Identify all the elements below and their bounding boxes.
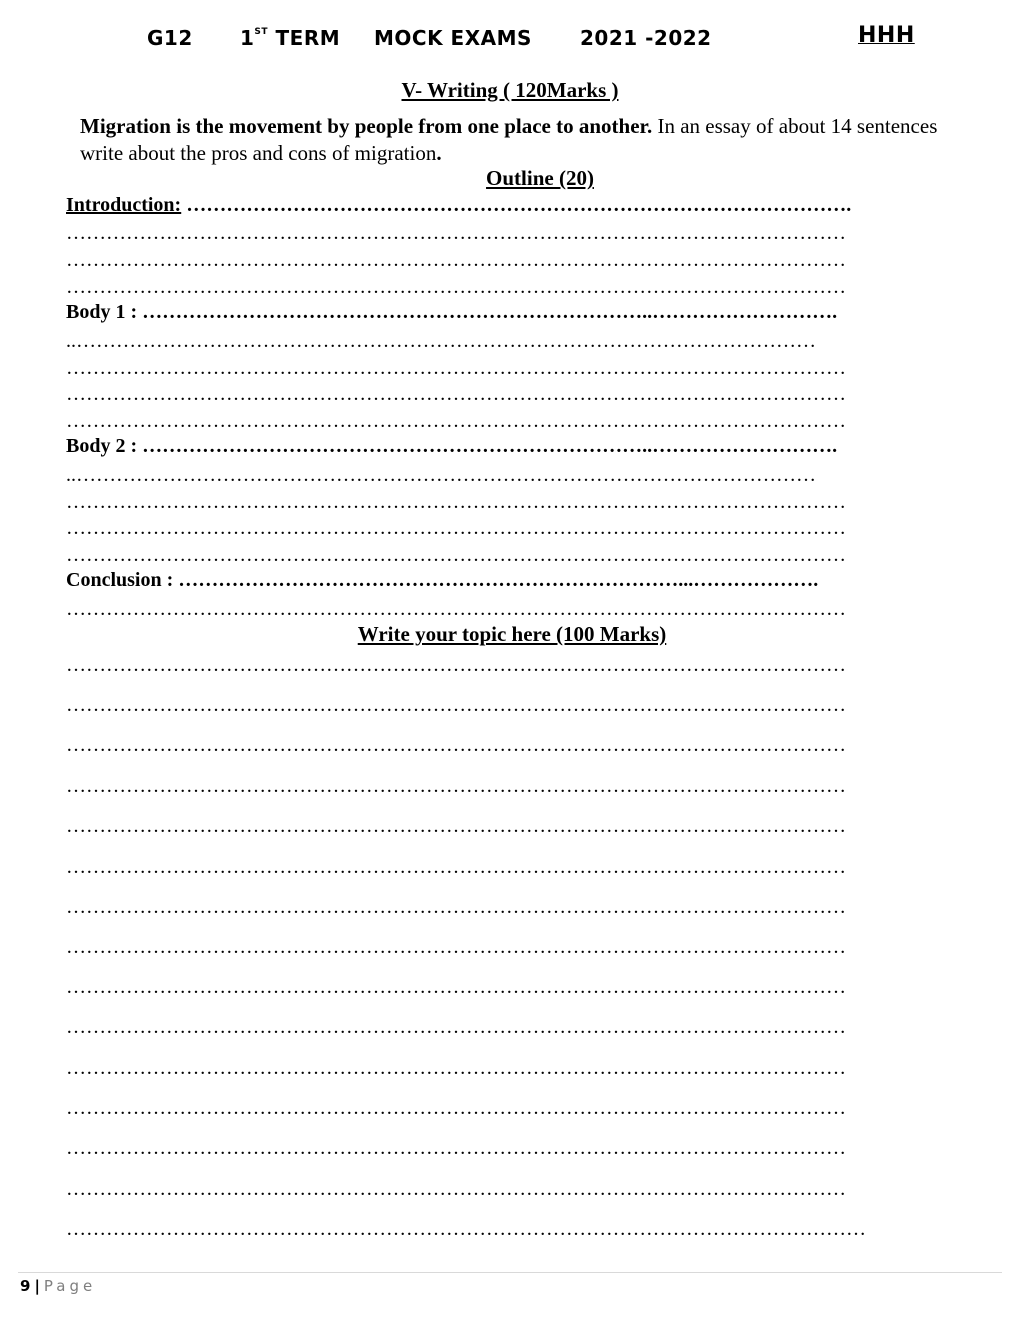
- prompt-end: .: [436, 141, 442, 165]
- answer-line[interactable]: [66, 249, 956, 275]
- footer-separator: |: [34, 1277, 40, 1295]
- dotted-line: ..…………………………………………………………………………………………………: [66, 464, 816, 486]
- answer-line: …………………………………………………………………...……………….: [178, 569, 819, 591]
- dotted-line: …………………………………………………………………………………………………………: [66, 1218, 866, 1240]
- term-number: 1: [240, 26, 255, 50]
- dotted-line: ………………………………………………………………………………………………………: [66, 1016, 846, 1038]
- grade-label: G12: [147, 26, 193, 50]
- dotted-line: ………………………………………………………………………………………………………: [66, 491, 846, 513]
- essay-line[interactable]: [66, 1137, 956, 1163]
- answer-line[interactable]: [66, 330, 956, 356]
- topic-title: Write your topic here (100 Marks): [357, 622, 667, 646]
- essay-line[interactable]: [66, 1097, 956, 1123]
- dotted-line: ………………………………………………………………………………………………………: [66, 357, 846, 379]
- dotted-line: ………………………………………………………………………………………………………: [66, 598, 846, 620]
- answer-line[interactable]: [66, 222, 956, 248]
- dotted-line: ………………………………………………………………………………………………………: [66, 517, 846, 539]
- body1-label: Body 1 :: [66, 301, 138, 323]
- answer-line[interactable]: [66, 517, 956, 543]
- essay-line[interactable]: [66, 775, 956, 801]
- dotted-line: ………………………………………………………………………………………………………: [66, 815, 846, 837]
- prompt-bold: Migration is the movement by people from one place to another.: [80, 114, 653, 138]
- answer-line[interactable]: [66, 410, 956, 436]
- answer-line[interactable]: [66, 491, 956, 517]
- answer-line: …………………………………………………………………..……………………….: [142, 301, 838, 323]
- answer-line[interactable]: [66, 357, 956, 383]
- answer-line: …………………………………………………………………..……………………….: [142, 435, 838, 457]
- dotted-line: ………………………………………………………………………………………………………: [66, 694, 846, 716]
- body2-row[interactable]: [66, 435, 956, 461]
- year-label: 2021 -2022: [580, 26, 712, 50]
- term-superscript: ST: [254, 27, 269, 37]
- essay-line[interactable]: [66, 1218, 956, 1244]
- essay-line[interactable]: [66, 976, 956, 1002]
- dotted-line: ………………………………………………………………………………………………………: [66, 276, 846, 298]
- essay-prompt: [80, 113, 960, 167]
- body2-label: Body 2 :: [66, 435, 138, 457]
- dotted-line: ………………………………………………………………………………………………………: [66, 654, 846, 676]
- introduction-row[interactable]: [66, 194, 956, 220]
- exam-header: [0, 23, 1020, 56]
- essay-line[interactable]: [66, 694, 956, 720]
- essay-line[interactable]: [66, 1057, 956, 1083]
- conclusion-label: Conclusion :: [66, 569, 174, 591]
- dotted-line: ………………………………………………………………………………………………………: [66, 410, 846, 432]
- essay-line[interactable]: [66, 1016, 956, 1042]
- exam-label: MOCK EXAMS: [374, 26, 532, 50]
- dotted-line: ..…………………………………………………………………………………………………: [66, 330, 816, 352]
- dotted-line: ………………………………………………………………………………………………………: [66, 775, 846, 797]
- essay-line[interactable]: [66, 936, 956, 962]
- dotted-line: ………………………………………………………………………………………………………: [66, 1057, 846, 1079]
- dotted-line: ………………………………………………………………………………………………………: [66, 383, 846, 405]
- dotted-line: ………………………………………………………………………………………………………: [66, 249, 846, 271]
- essay-line[interactable]: [66, 815, 956, 841]
- answer-line[interactable]: [66, 464, 956, 490]
- code-label: HHH: [858, 23, 915, 48]
- essay-line[interactable]: [66, 896, 956, 922]
- page-word: Page: [43, 1277, 97, 1295]
- dotted-line: ………………………………………………………………………………………………………: [66, 734, 846, 756]
- footer-divider: [18, 1272, 1002, 1273]
- dotted-line: ………………………………………………………………………………………………………: [66, 1097, 846, 1119]
- essay-line[interactable]: [66, 734, 956, 760]
- outline-title: Outline (20): [486, 166, 594, 190]
- answer-line[interactable]: [66, 598, 956, 624]
- conclusion-row[interactable]: [66, 569, 956, 595]
- answer-line[interactable]: [66, 544, 956, 570]
- term-word: TERM: [275, 26, 341, 50]
- page-number: 9: [20, 1277, 31, 1295]
- introduction-label: Introduction:: [66, 194, 182, 216]
- essay-line[interactable]: [66, 856, 956, 882]
- essay-line[interactable]: [66, 654, 956, 680]
- dotted-line: ………………………………………………………………………………………………………: [66, 222, 846, 244]
- essay-line[interactable]: [66, 1178, 956, 1204]
- answer-line[interactable]: [66, 276, 956, 302]
- dotted-line: ………………………………………………………………………………………………………: [66, 936, 846, 958]
- term-label: [240, 26, 340, 50]
- answer-line: ……………………………………………………………………………………….: [186, 194, 852, 216]
- dotted-line: ………………………………………………………………………………………………………: [66, 1178, 846, 1200]
- dotted-line: ………………………………………………………………………………………………………: [66, 1137, 846, 1159]
- section-title: V- Writing ( 120Marks ): [401, 78, 619, 102]
- dotted-line: ………………………………………………………………………………………………………: [66, 896, 846, 918]
- prompt-normal: In an essay of about 14 sentences write about the pros and cons of migration: [80, 114, 938, 165]
- answer-line[interactable]: [66, 383, 956, 409]
- dotted-line: ………………………………………………………………………………………………………: [66, 856, 846, 878]
- dotted-line: ………………………………………………………………………………………………………: [66, 976, 846, 998]
- page-footer: [20, 1277, 96, 1295]
- body1-row[interactable]: [66, 301, 956, 327]
- dotted-line: ………………………………………………………………………………………………………: [66, 544, 846, 566]
